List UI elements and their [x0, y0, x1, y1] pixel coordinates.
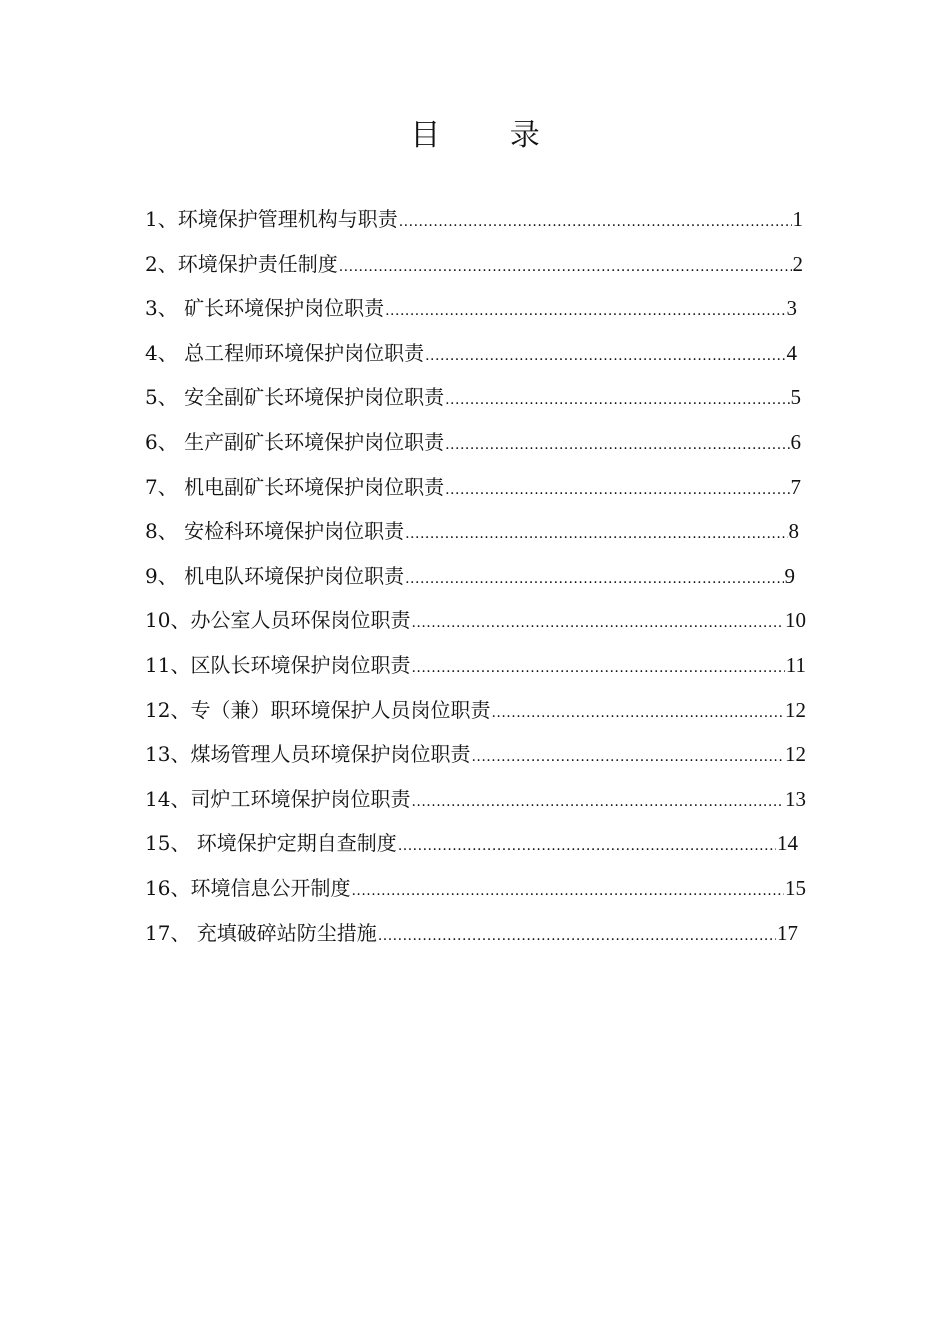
toc-entry[interactable]: [145, 380, 801, 414]
toc-entry-text: 9、 机电队环境保护岗位职责: [145, 563, 405, 588]
toc-page-number: 7: [790, 474, 801, 499]
toc-page-number: 5: [790, 385, 801, 410]
toc-entry[interactable]: [145, 470, 801, 504]
toc-dot-leader: [445, 473, 789, 507]
toc-dot-leader: [411, 606, 784, 640]
toc-page-number: 6: [790, 430, 801, 454]
toc-page-number: 12: [785, 742, 806, 767]
toc-entry-text: 12、专（兼）职环境保护人员岗位职责: [145, 697, 491, 722]
toc-entry-text: 11、区队长环境保护岗位职责: [145, 653, 411, 677]
toc-entry-text: 2、环境保护责任制度: [145, 251, 338, 276]
toc-page-number: 15: [785, 876, 806, 900]
toc-entry[interactable]: [145, 291, 797, 325]
toc-entry[interactable]: [145, 425, 801, 459]
toc-dot-leader: [339, 250, 792, 284]
toc-page-number: 4: [786, 340, 797, 365]
toc-title: 目 录: [410, 118, 570, 153]
toc-dot-leader: [405, 517, 787, 551]
toc-page-number: 1: [792, 207, 803, 231]
toc-entry-text: 1、环境保护管理机构与职责: [145, 207, 398, 231]
toc-entry-text: 14、司炉工环境保护岗位职责: [145, 786, 411, 811]
toc-dot-leader: [445, 428, 789, 462]
toc-page-number: 3: [786, 296, 797, 321]
toc-entry[interactable]: [145, 826, 798, 860]
toc-entry-text: 7、 机电副矿长环境保护岗位职责: [145, 474, 445, 499]
toc-page-number: 9: [784, 563, 795, 588]
toc-entry-text: 5、 安全副矿长环境保护岗位职责: [145, 385, 445, 410]
toc-dot-leader: [351, 874, 784, 908]
toc-dot-leader: [425, 339, 785, 373]
toc-entry-text: 8、 安检科环境保护岗位职责: [145, 519, 405, 544]
toc-dot-leader: [399, 205, 792, 239]
toc-page-number: 17: [777, 920, 798, 945]
toc-entry-text: 4、 总工程师环境保护岗位职责: [145, 340, 425, 365]
toc-dot-leader: [471, 740, 784, 774]
toc-entry[interactable]: [145, 603, 806, 637]
toc-page-number: 13: [785, 786, 806, 811]
toc-dot-leader: [385, 294, 785, 328]
toc-dot-leader: [398, 829, 776, 863]
toc-entry-text: 16、环境信息公开制度: [145, 876, 351, 900]
toc-dot-leader: [378, 919, 776, 953]
toc-entry[interactable]: [145, 916, 798, 950]
toc-entry[interactable]: [145, 871, 806, 905]
toc-dot-leader: [445, 383, 789, 417]
toc-entry[interactable]: [145, 737, 806, 771]
toc-page-number: 11: [785, 653, 806, 677]
toc-entry-text: 6、 生产副矿长环境保护岗位职责: [145, 430, 445, 454]
toc-dot-leader: [405, 562, 783, 596]
toc-dot-leader: [411, 651, 784, 685]
toc-page-number: 2: [792, 251, 803, 276]
toc-entry[interactable]: [145, 336, 797, 370]
toc-entry[interactable]: [145, 247, 803, 281]
toc-entry[interactable]: [145, 559, 795, 593]
toc-entry[interactable]: [145, 648, 806, 682]
toc-dot-leader: [411, 785, 784, 819]
toc-entry[interactable]: [145, 693, 806, 727]
toc-dot-leader: [491, 696, 784, 730]
toc-entry-text: 13、煤场管理人员环境保护岗位职责: [145, 742, 471, 767]
toc-entry-text: 10、办公室人员环保岗位职责: [145, 608, 411, 633]
toc-entry[interactable]: [145, 514, 799, 548]
toc-entry-text: 3、 矿长环境保护岗位职责: [145, 296, 385, 321]
toc-entry-text: 17、 充填破碎站防尘措施: [145, 920, 377, 945]
toc-entry[interactable]: [145, 202, 803, 236]
toc-page-number: 8: [788, 519, 799, 544]
toc-page-number: 14: [777, 831, 798, 856]
toc-entry-text: 15、 环境保护定期自查制度: [145, 831, 397, 856]
toc-page-number: 10: [785, 608, 806, 633]
toc-entry[interactable]: [145, 782, 806, 816]
toc-page-number: 12: [785, 697, 806, 722]
